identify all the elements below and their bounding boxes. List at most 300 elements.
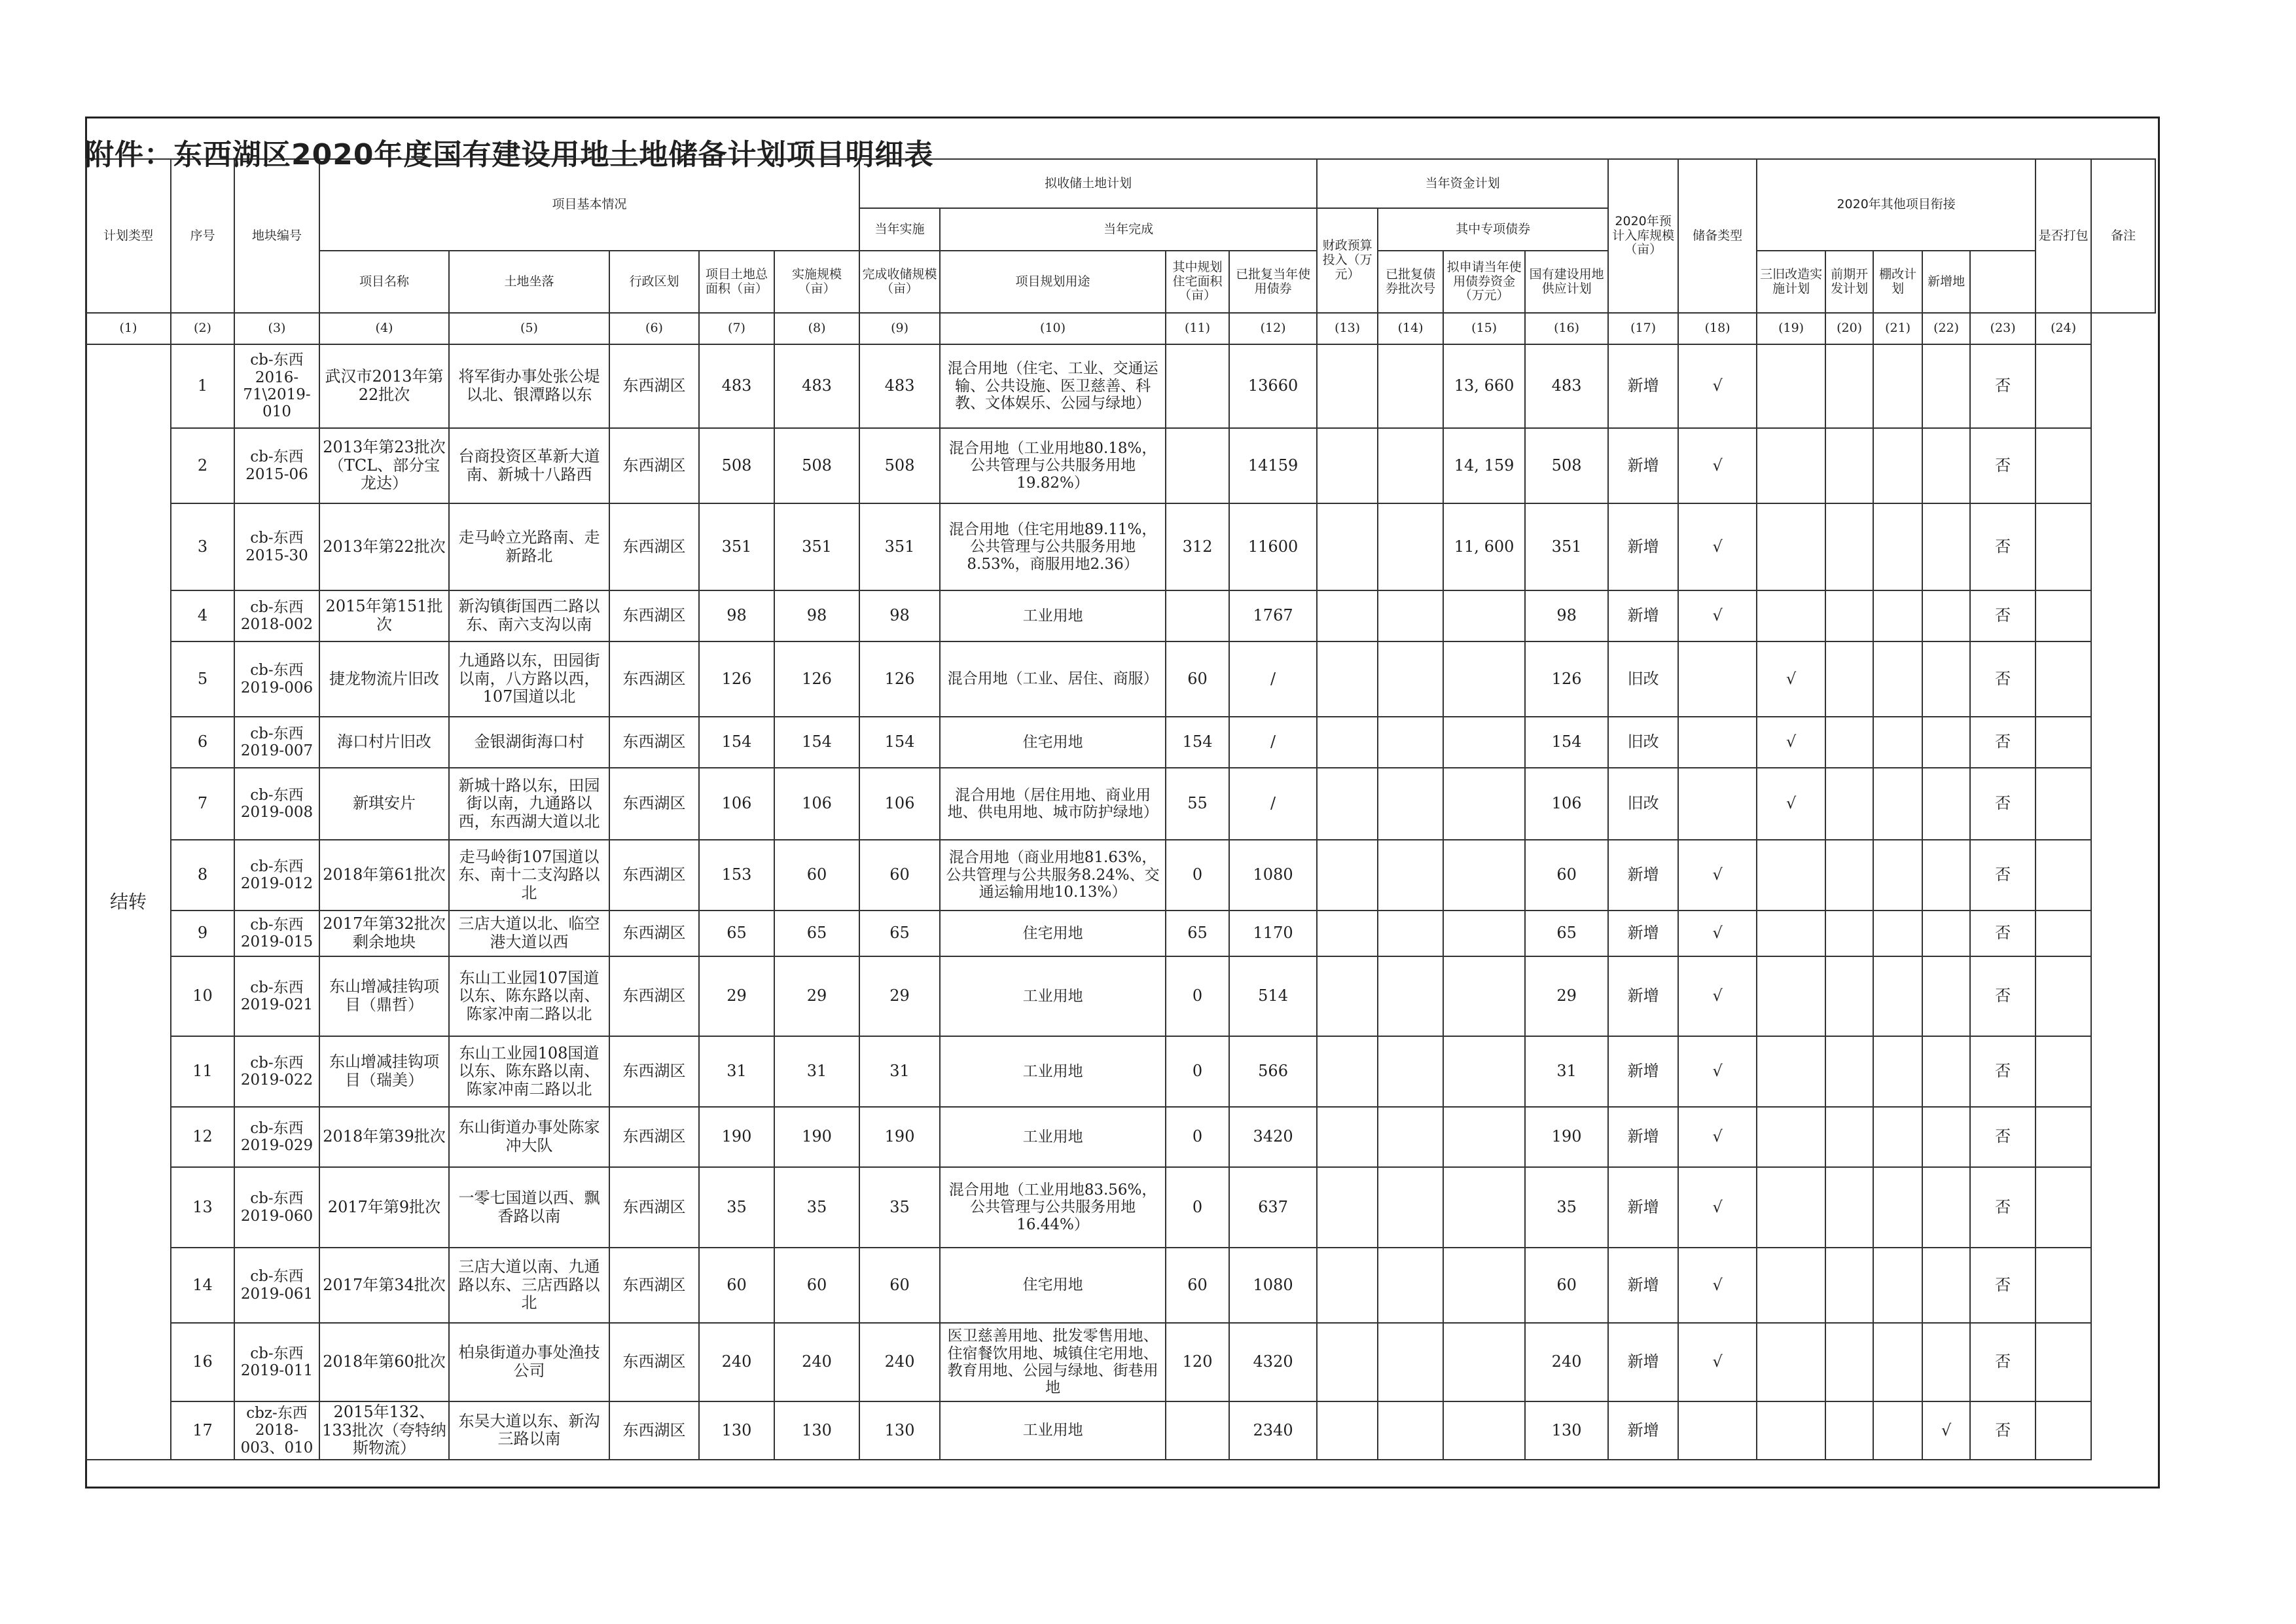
- seq-cell: 7: [171, 768, 234, 840]
- supply-plan-cell: √: [1678, 956, 1757, 1036]
- new-land-cell: [1922, 768, 1970, 840]
- column-index-cell: (20): [1825, 313, 1873, 344]
- remark-cell: [2036, 428, 2091, 503]
- residential-area-cell: [1166, 428, 1229, 503]
- table-row: [86, 1107, 2155, 1167]
- expected-scale-cell: 240: [1525, 1323, 1608, 1401]
- location-cell: 台商投资区革新大道南、新城十八路西: [449, 428, 609, 503]
- planned-use-cell: 混合用地（工业用地83.56%，公共管理与公共服务用地16.44%）: [940, 1167, 1166, 1248]
- project-name-cell: 2013年第23批次（TCL、部分宝龙达）: [319, 428, 449, 503]
- table-row: [86, 641, 2155, 717]
- plot-code-cell: cb-东西 2015-06: [234, 428, 319, 503]
- residential-area-cell: 0: [1166, 1036, 1229, 1107]
- total-area-cell: 153: [699, 840, 774, 911]
- reserve-type-cell: 新增: [1608, 1323, 1678, 1401]
- plot-code-cell: cb-东西 2019-015: [234, 911, 319, 956]
- bond-a-cell: [1317, 840, 1378, 911]
- district-cell: 东西湖区: [609, 911, 699, 956]
- seq-cell: 4: [171, 590, 234, 641]
- bond-amount-cell: [1443, 1107, 1525, 1167]
- shanty-plan-cell: [1873, 911, 1922, 956]
- pre-dev-plan-cell: [1825, 768, 1873, 840]
- column-index-cell: (1): [86, 313, 171, 344]
- reserve-type-cell: 新增: [1608, 590, 1678, 641]
- bond-amount-cell: [1443, 1167, 1525, 1248]
- plot-code-cell: cb-东西 2019-021: [234, 956, 319, 1036]
- header-reserve-type: 储备类型: [1678, 159, 1757, 313]
- bond-a-cell: [1317, 344, 1378, 428]
- district-cell: 东西湖区: [609, 840, 699, 911]
- project-name-cell: 2017年第34批次: [319, 1248, 449, 1323]
- seq-cell: 12: [171, 1107, 234, 1167]
- bond-a-cell: [1317, 641, 1378, 717]
- shanty-plan-cell: [1873, 1401, 1922, 1460]
- shanty-plan-cell: [1873, 641, 1922, 717]
- bond-b-cell: [1378, 344, 1443, 428]
- column-index-cell: (13): [1317, 313, 1378, 344]
- plot-code-cell: cb-东西 2019-012: [234, 840, 319, 911]
- plot-code-cell: cb-东西 2019-060: [234, 1167, 319, 1248]
- bond-amount-cell: [1443, 1036, 1525, 1107]
- new-land-cell: [1922, 911, 1970, 956]
- reserve-type-cell: 新增: [1608, 1401, 1678, 1460]
- bond-amount-cell: 11, 600: [1443, 503, 1525, 590]
- table-row: [86, 1036, 2155, 1107]
- shanty-plan-cell: [1873, 344, 1922, 428]
- header-c19: 三旧改造实施计划: [1757, 251, 1825, 313]
- shanty-plan-cell: [1873, 1036, 1922, 1107]
- seq-cell: 10: [171, 956, 234, 1036]
- done-scale-cell: 60: [859, 840, 940, 911]
- total-area-cell: 240: [699, 1323, 774, 1401]
- column-index-cell: (6): [609, 313, 699, 344]
- district-cell: 东西湖区: [609, 1036, 699, 1107]
- packaged-cell: 否: [1970, 344, 2036, 428]
- plot-code-cell: cb-东西 2018-002: [234, 590, 319, 641]
- impl-scale-cell: 29: [774, 956, 859, 1036]
- supply-plan-cell: √: [1678, 1167, 1757, 1248]
- bond-amount-cell: [1443, 590, 1525, 641]
- budget-cell: 1080: [1229, 1248, 1317, 1323]
- total-area-cell: 60: [699, 1248, 774, 1323]
- plot-code-cell: cb-东西 2015-30: [234, 503, 319, 590]
- table-row: [86, 344, 2155, 428]
- column-index-row: [86, 313, 2155, 344]
- supply-plan-cell: [1678, 641, 1757, 717]
- impl-scale-cell: 483: [774, 344, 859, 428]
- remark-cell: [2036, 911, 2091, 956]
- residential-area-cell: 55: [1166, 768, 1229, 840]
- packaged-cell: 否: [1970, 428, 2036, 503]
- new-land-cell: [1922, 1248, 1970, 1323]
- district-cell: 东西湖区: [609, 956, 699, 1036]
- new-land-cell: √: [1922, 1401, 1970, 1460]
- reserve-type-cell: 新增: [1608, 1107, 1678, 1167]
- renovation-plan-cell: [1757, 1036, 1825, 1107]
- impl-scale-cell: 106: [774, 768, 859, 840]
- expected-scale-cell: 60: [1525, 1248, 1608, 1323]
- shanty-plan-cell: [1873, 768, 1922, 840]
- reserve-type-cell: 新增: [1608, 956, 1678, 1036]
- planned-use-cell: 工业用地: [940, 1401, 1166, 1460]
- new-land-cell: [1922, 717, 1970, 768]
- bond-amount-cell: [1443, 911, 1525, 956]
- location-cell: 新沟镇街国西二路以东、南六支沟以南: [449, 590, 609, 641]
- header-acquire-plan: 拟收储土地计划: [859, 159, 1317, 208]
- remark-cell: [2036, 840, 2091, 911]
- header-location: 土地坐落: [449, 251, 609, 313]
- packaged-cell: 否: [1970, 1401, 2036, 1460]
- pre-dev-plan-cell: [1825, 641, 1873, 717]
- table-row: [86, 428, 2155, 503]
- done-scale-cell: 154: [859, 717, 940, 768]
- plot-code-cell: cb-东西 2019-022: [234, 1036, 319, 1107]
- bond-amount-cell: [1443, 1401, 1525, 1460]
- packaged-cell: 否: [1970, 590, 2036, 641]
- remark-cell: [2036, 641, 2091, 717]
- bond-amount-cell: 14, 159: [1443, 428, 1525, 503]
- district-cell: 东西湖区: [609, 1107, 699, 1167]
- bond-b-cell: [1378, 1401, 1443, 1460]
- location-cell: 将军街办事处张公堤以北、银潭路以东: [449, 344, 609, 428]
- residential-area-cell: 60: [1166, 1248, 1229, 1323]
- total-area-cell: 98: [699, 590, 774, 641]
- header-basic: 项目基本情况: [319, 159, 859, 251]
- planned-use-cell: 混合用地（居住用地、商业用地、供电用地、城市防护绿地）: [940, 768, 1166, 840]
- table-row: [86, 1248, 2155, 1323]
- project-name-cell: 东山增减挂钩项目（鼎哲）: [319, 956, 449, 1036]
- budget-cell: /: [1229, 717, 1317, 768]
- budget-cell: 4320: [1229, 1323, 1317, 1401]
- plot-code-cell: cbz-东西 2018-003、010: [234, 1401, 319, 1460]
- header-project-name: 项目名称: [319, 251, 449, 313]
- renovation-plan-cell: [1757, 1248, 1825, 1323]
- residential-area-cell: [1166, 1401, 1229, 1460]
- new-land-cell: [1922, 344, 1970, 428]
- renovation-plan-cell: √: [1757, 717, 1825, 768]
- bond-amount-cell: 13, 660: [1443, 344, 1525, 428]
- seq-cell: 16: [171, 1323, 234, 1401]
- column-index-cell: (10): [940, 313, 1166, 344]
- bond-a-cell: [1317, 768, 1378, 840]
- bond-b-cell: [1378, 590, 1443, 641]
- column-index-cell: (7): [699, 313, 774, 344]
- new-land-cell: [1922, 1167, 1970, 1248]
- bond-amount-cell: [1443, 1248, 1525, 1323]
- table-row: [86, 911, 2155, 956]
- header-bond-c: 拟申请当年使用债券资金（万元）: [1443, 251, 1525, 313]
- renovation-plan-cell: [1757, 503, 1825, 590]
- column-index-cell: (3): [234, 313, 319, 344]
- budget-cell: 1080: [1229, 840, 1317, 911]
- district-cell: 东西湖区: [609, 428, 699, 503]
- remark-cell: [2036, 503, 2091, 590]
- shanty-plan-cell: [1873, 717, 1922, 768]
- budget-cell: 14159: [1229, 428, 1317, 503]
- header-c21: 棚改计划: [1873, 251, 1922, 313]
- done-scale-cell: 29: [859, 956, 940, 1036]
- bond-b-cell: [1378, 840, 1443, 911]
- packaged-cell: 否: [1970, 1036, 2036, 1107]
- supply-plan-cell: [1678, 768, 1757, 840]
- seq-cell: 14: [171, 1248, 234, 1323]
- pre-dev-plan-cell: [1825, 1167, 1873, 1248]
- residential-area-cell: [1166, 590, 1229, 641]
- total-area-cell: 106: [699, 768, 774, 840]
- expected-scale-cell: 190: [1525, 1107, 1608, 1167]
- district-cell: 东西湖区: [609, 590, 699, 641]
- remark-cell: [2036, 1107, 2091, 1167]
- table-row: [86, 840, 2155, 911]
- done-scale-cell: 483: [859, 344, 940, 428]
- planned-use-cell: 工业用地: [940, 590, 1166, 641]
- expected-scale-cell: 130: [1525, 1401, 1608, 1460]
- pre-dev-plan-cell: [1825, 1401, 1873, 1460]
- column-index-cell: (17): [1608, 313, 1678, 344]
- total-area-cell: 154: [699, 717, 774, 768]
- new-land-cell: [1922, 428, 1970, 503]
- impl-scale-cell: 60: [774, 840, 859, 911]
- supply-plan-cell: √: [1678, 344, 1757, 428]
- bond-amount-cell: [1443, 641, 1525, 717]
- renovation-plan-cell: [1757, 1401, 1825, 1460]
- project-name-cell: 海口村片旧改: [319, 717, 449, 768]
- expected-scale-cell: 35: [1525, 1167, 1608, 1248]
- plot-code-cell: cb-东西 2019-006: [234, 641, 319, 717]
- done-scale-cell: 508: [859, 428, 940, 503]
- reserve-type-cell: 旧改: [1608, 717, 1678, 768]
- header-special-bond: 其中专项债券: [1378, 208, 1608, 251]
- new-land-cell: [1922, 840, 1970, 911]
- column-index-cell: (23): [1970, 313, 2036, 344]
- reserve-type-cell: 新增: [1608, 1036, 1678, 1107]
- done-scale-cell: 190: [859, 1107, 940, 1167]
- total-area-cell: 508: [699, 428, 774, 503]
- bond-a-cell: [1317, 1248, 1378, 1323]
- location-cell: 新城十路以东，田园街以南，九通路以西，东西湖大道以北: [449, 768, 609, 840]
- table-row: [86, 590, 2155, 641]
- expected-scale-cell: 126: [1525, 641, 1608, 717]
- bond-b-cell: [1378, 1107, 1443, 1167]
- remark-cell: [2036, 1167, 2091, 1248]
- supply-plan-cell: √: [1678, 428, 1757, 503]
- header-seq: 序号: [171, 159, 234, 313]
- seq-cell: 5: [171, 641, 234, 717]
- header-budget: 财政预算投入（万元）: [1317, 208, 1378, 313]
- done-scale-cell: 31: [859, 1036, 940, 1107]
- packaged-cell: 否: [1970, 768, 2036, 840]
- location-cell: 三店大道以北、临空港大道以西: [449, 911, 609, 956]
- budget-cell: 1767: [1229, 590, 1317, 641]
- done-scale-cell: 126: [859, 641, 940, 717]
- seq-cell: 3: [171, 503, 234, 590]
- bond-a-cell: [1317, 956, 1378, 1036]
- new-land-cell: [1922, 641, 1970, 717]
- packaged-cell: 否: [1970, 911, 2036, 956]
- reserve-type-cell: 旧改: [1608, 641, 1678, 717]
- planned-use-cell: 住宅用地: [940, 911, 1166, 956]
- header-use: 项目规划用途: [940, 251, 1166, 313]
- district-cell: 东西湖区: [609, 717, 699, 768]
- remark-cell: [2036, 1036, 2091, 1107]
- plan-type-cell: 结转: [86, 344, 171, 1460]
- location-cell: 金银湖街海口村: [449, 717, 609, 768]
- renovation-plan-cell: [1757, 344, 1825, 428]
- project-name-cell: 东山增减挂钩项目（瑞美）: [319, 1036, 449, 1107]
- done-scale-cell: 35: [859, 1167, 940, 1248]
- bond-b-cell: [1378, 717, 1443, 768]
- supply-plan-cell: √: [1678, 590, 1757, 641]
- done-scale-cell: 98: [859, 590, 940, 641]
- expected-scale-cell: 351: [1525, 503, 1608, 590]
- seq-cell: 8: [171, 840, 234, 911]
- expected-scale-cell: 60: [1525, 840, 1608, 911]
- pre-dev-plan-cell: [1825, 503, 1873, 590]
- bond-a-cell: [1317, 503, 1378, 590]
- column-index-cell: (15): [1443, 313, 1525, 344]
- packaged-cell: 否: [1970, 503, 2036, 590]
- done-scale-cell: 351: [859, 503, 940, 590]
- expected-scale-cell: 29: [1525, 956, 1608, 1036]
- supply-plan-cell: [1678, 717, 1757, 768]
- district-cell: 东西湖区: [609, 1401, 699, 1460]
- pre-dev-plan-cell: [1825, 911, 1873, 956]
- shanty-plan-cell: [1873, 428, 1922, 503]
- expected-scale-cell: 508: [1525, 428, 1608, 503]
- column-index-cell: (11): [1166, 313, 1229, 344]
- shanty-plan-cell: [1873, 840, 1922, 911]
- supply-plan-cell: √: [1678, 911, 1757, 956]
- bond-b-cell: [1378, 1036, 1443, 1107]
- page-title: 附件：东西湖区2020年度国有建设用地土地储备计划项目明细表: [85, 138, 934, 171]
- impl-scale-cell: 508: [774, 428, 859, 503]
- column-index-cell: (5): [449, 313, 609, 344]
- header-impl-scale: 实施规模（亩）: [774, 251, 859, 313]
- location-cell: 走马岭立光路南、走新路北: [449, 503, 609, 590]
- bond-b-cell: [1378, 1323, 1443, 1401]
- planned-use-cell: 混合用地（工业用地80.18%，公共管理与公共服务用地19.82%）: [940, 428, 1166, 503]
- remark-cell: [2036, 956, 2091, 1036]
- column-index-cell: (24): [2036, 313, 2091, 344]
- seq-cell: 6: [171, 717, 234, 768]
- renovation-plan-cell: [1757, 911, 1825, 956]
- project-name-cell: 捷龙物流片旧改: [319, 641, 449, 717]
- impl-scale-cell: 31: [774, 1036, 859, 1107]
- packaged-cell: 否: [1970, 1323, 2036, 1401]
- district-cell: 东西湖区: [609, 503, 699, 590]
- bond-a-cell: [1317, 1401, 1378, 1460]
- residential-area-cell: 0: [1166, 840, 1229, 911]
- budget-cell: 11600: [1229, 503, 1317, 590]
- remark-cell: [2036, 768, 2091, 840]
- seq-cell: 17: [171, 1401, 234, 1460]
- total-area-cell: 126: [699, 641, 774, 717]
- total-area-cell: 130: [699, 1401, 774, 1460]
- project-name-cell: 2015年132、133批次（夸特纳斯物流）: [319, 1401, 449, 1460]
- planned-use-cell: 工业用地: [940, 956, 1166, 1036]
- impl-scale-cell: 240: [774, 1323, 859, 1401]
- planned-use-cell: 混合用地（商业用地81.63%，公共管理与公共服务8.24%、交通运输用地10.13%）: [940, 840, 1166, 911]
- column-index-cell: (22): [1922, 313, 1970, 344]
- header-c20: 前期开发计划: [1825, 251, 1873, 313]
- table-row: [86, 1323, 2155, 1401]
- done-scale-cell: 106: [859, 768, 940, 840]
- packaged-cell: 否: [1970, 717, 2036, 768]
- budget-cell: 13660: [1229, 344, 1317, 428]
- location-cell: 一零七国道以西、飘香路以南: [449, 1167, 609, 1248]
- reserve-type-cell: 新增: [1608, 1248, 1678, 1323]
- budget-cell: 1170: [1229, 911, 1317, 956]
- table-row: [86, 503, 2155, 590]
- planned-use-cell: 住宅用地: [940, 1248, 1166, 1323]
- budget-cell: 637: [1229, 1167, 1317, 1248]
- expected-scale-cell: 65: [1525, 911, 1608, 956]
- impl-scale-cell: 130: [774, 1401, 859, 1460]
- supply-plan-cell: √: [1678, 1248, 1757, 1323]
- bond-a-cell: [1317, 1323, 1378, 1401]
- seq-cell: 13: [171, 1167, 234, 1248]
- header-c23: 是否打包: [2036, 159, 2091, 313]
- done-scale-cell: 65: [859, 911, 940, 956]
- project-name-cell: 2018年第61批次: [319, 840, 449, 911]
- project-name-cell: 2017年第9批次: [319, 1167, 449, 1248]
- bond-amount-cell: [1443, 1323, 1525, 1401]
- column-index-cell: (21): [1873, 313, 1922, 344]
- column-index-cell: (18): [1678, 313, 1757, 344]
- total-area-cell: 35: [699, 1167, 774, 1248]
- impl-scale-cell: 126: [774, 641, 859, 717]
- shanty-plan-cell: [1873, 590, 1922, 641]
- pre-dev-plan-cell: [1825, 1248, 1873, 1323]
- location-cell: 走马岭街107国道以东、南十二支沟路以北: [449, 840, 609, 911]
- seq-cell: 1: [171, 344, 234, 428]
- planned-use-cell: 混合用地（工业、居住、商服）: [940, 641, 1166, 717]
- total-area-cell: 483: [699, 344, 774, 428]
- column-index-cell: (16): [1525, 313, 1608, 344]
- new-land-cell: [1922, 1323, 1970, 1401]
- pre-dev-plan-cell: [1825, 956, 1873, 1036]
- remark-cell: [2036, 1323, 2091, 1401]
- impl-scale-cell: 65: [774, 911, 859, 956]
- header-other: 2020年其他项目衔接: [1757, 159, 2036, 251]
- column-index-cell: (12): [1229, 313, 1317, 344]
- residential-area-cell: 0: [1166, 1107, 1229, 1167]
- project-name-cell: 2015年第151批次: [319, 590, 449, 641]
- packaged-cell: 否: [1970, 1167, 2036, 1248]
- bond-b-cell: [1378, 768, 1443, 840]
- impl-scale-cell: 60: [774, 1248, 859, 1323]
- expected-scale-cell: 31: [1525, 1036, 1608, 1107]
- shanty-plan-cell: [1873, 1167, 1922, 1248]
- reserve-type-cell: 新增: [1608, 344, 1678, 428]
- bond-b-cell: [1378, 1248, 1443, 1323]
- bond-b-cell: [1378, 503, 1443, 590]
- column-index-cell: (9): [859, 313, 940, 344]
- expected-scale-cell: 98: [1525, 590, 1608, 641]
- total-area-cell: 31: [699, 1036, 774, 1107]
- impl-scale-cell: 35: [774, 1167, 859, 1248]
- renovation-plan-cell: [1757, 590, 1825, 641]
- supply-plan-cell: √: [1678, 1323, 1757, 1401]
- seq-cell: 2: [171, 428, 234, 503]
- done-scale-cell: 240: [859, 1323, 940, 1401]
- district-cell: 东西湖区: [609, 768, 699, 840]
- planned-use-cell: 混合用地（住宅用地89.11%，公共管理与公共服务用地8.53%，商服用地2.36）: [940, 503, 1166, 590]
- renovation-plan-cell: [1757, 1167, 1825, 1248]
- renovation-plan-cell: [1757, 428, 1825, 503]
- column-index-cell: (4): [319, 313, 449, 344]
- impl-scale-cell: 190: [774, 1107, 859, 1167]
